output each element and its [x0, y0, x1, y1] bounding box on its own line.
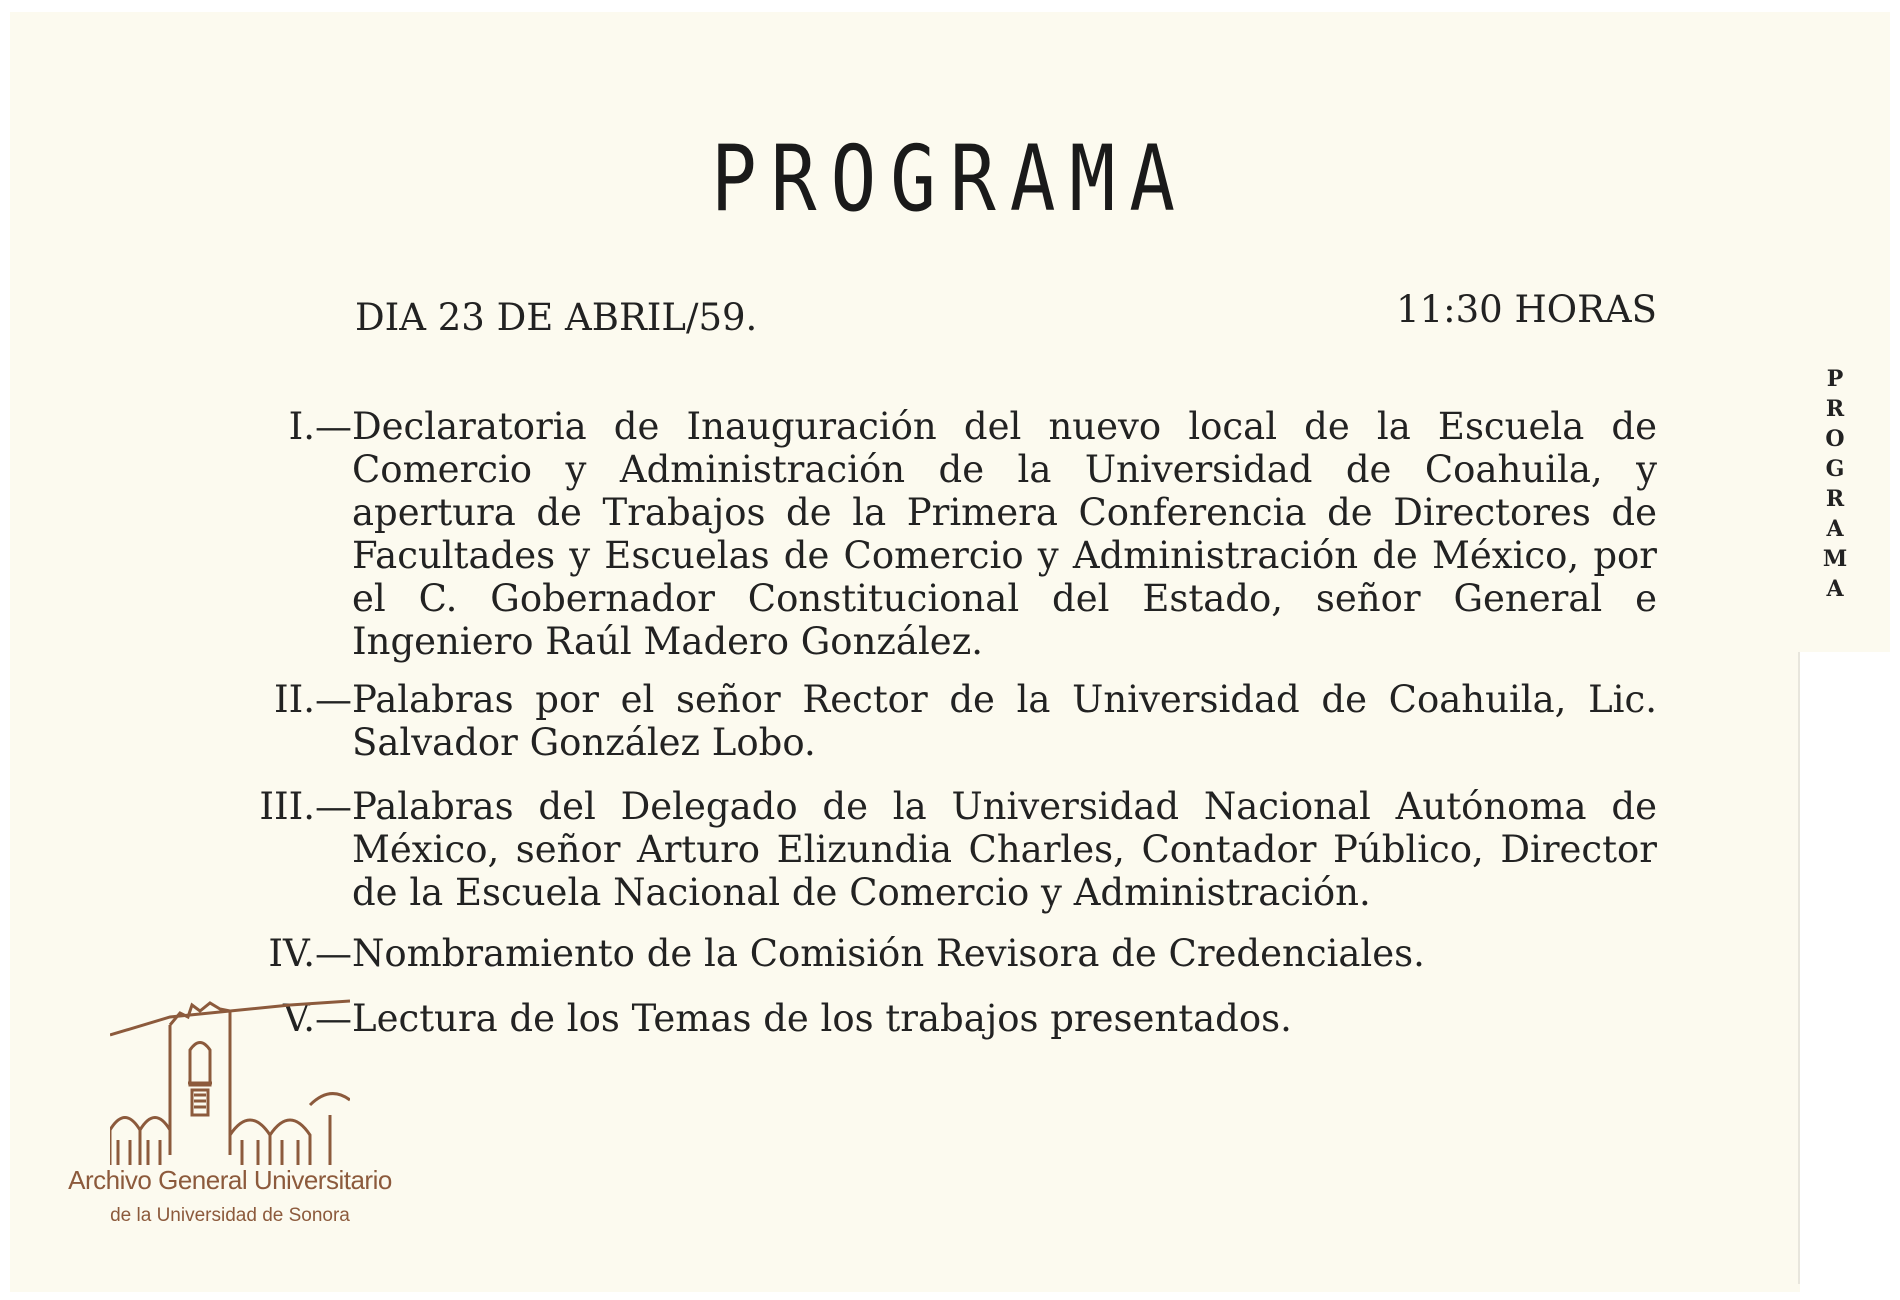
- program-item: [245, 405, 1657, 663]
- side-tab-letter: R: [1825, 396, 1845, 422]
- item-number: IV.—: [268, 932, 352, 975]
- side-tab-letter: P: [1826, 366, 1844, 392]
- item-number: III.—: [259, 785, 352, 828]
- side-tab-letter: M: [1822, 546, 1848, 572]
- archive-name: Archivo General Universitario: [68, 1165, 392, 1195]
- archive-subtitle: de la Universidad de Sonora: [110, 1205, 350, 1226]
- side-tab-letter: G: [1825, 456, 1845, 482]
- program-item: [245, 785, 1657, 914]
- side-tab-letter: A: [1826, 576, 1844, 602]
- item-number: V.—: [282, 997, 352, 1040]
- document-title: PROGRAMA: [710, 125, 1190, 232]
- item-number: I.—: [288, 405, 352, 448]
- side-tab-letter: A: [1826, 516, 1844, 542]
- side-tab-label: [1822, 364, 1848, 604]
- side-tab-letter: O: [1825, 426, 1845, 452]
- item-text: Nombramiento de la Comisión Revisora de Credenciales.: [352, 932, 1425, 975]
- item-text: Palabras del Delegado de la Universidad Nacional Autónoma de México, señor Arturo Elizundia Charles, Contador Público, Director de la Escuela Nacional de Comercio y Administración.: [352, 785, 1657, 914]
- item-text: Declaratoria de Inauguración del nuevo local de la Escuela de Comercio y Administración de la Universidad de Coahuila, y apertura de Trabajos de la Primera Conferencia de Directores de Facultades y Escuelas de Comercio y Administración de México, por el C. Gobernador Constitucional del Estado, señor General e Ingeniero Raúl Madero González.: [352, 405, 1657, 663]
- item-text: Palabras por el señor Rector de la Universidad de Coahuila, Lic. Salvador González Lobo.: [352, 678, 1657, 764]
- item-number: II.—: [274, 678, 352, 721]
- program-item: [245, 678, 1657, 764]
- event-time: 11:30 HORAS: [1396, 288, 1657, 331]
- item-text: Lectura de los Temas de los trabajos presentados.: [352, 997, 1292, 1040]
- side-tab-letter: R: [1825, 486, 1845, 512]
- program-item: [245, 932, 1657, 975]
- program-item: [245, 997, 1657, 1040]
- event-date: DIA 23 DE ABRIL/59.: [355, 296, 758, 339]
- card-edge: [1798, 652, 1800, 1284]
- archive-building-logo-icon: [110, 965, 350, 1165]
